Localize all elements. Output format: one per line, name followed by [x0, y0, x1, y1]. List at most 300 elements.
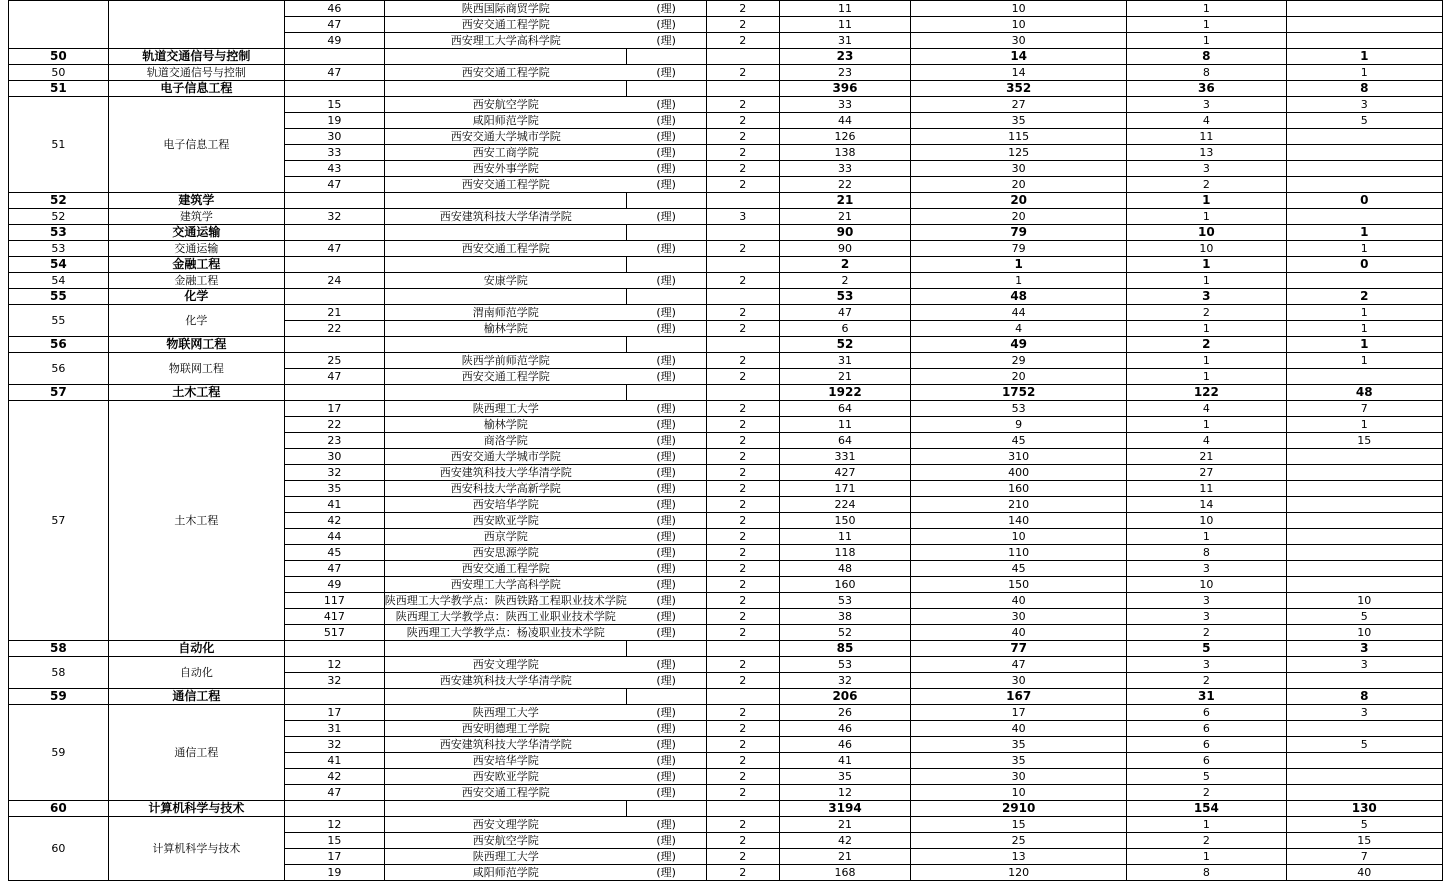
empty-cell — [627, 193, 706, 209]
school-name-cell: 西安交通工程学院 — [384, 177, 627, 193]
plan-special-cell: 2 — [1127, 833, 1286, 849]
plan-total-cell: 6 — [779, 321, 910, 337]
table-row — [9, 241, 1443, 257]
total-cell: 8 — [1286, 689, 1442, 705]
major-id-cell: 56 — [9, 337, 109, 353]
total-cell: 10 — [1127, 225, 1286, 241]
plan-general-cell: 150 — [911, 577, 1127, 593]
plan-general-cell: 40 — [911, 593, 1127, 609]
major-id-cell: 52 — [9, 209, 109, 225]
school-name-cell: 西安培华学院 — [384, 497, 627, 513]
years-cell: 2 — [706, 129, 779, 145]
plan-other-cell: 5 — [1286, 817, 1442, 833]
major-name-cell: 自动化 — [108, 641, 284, 657]
school-code-cell: 47 — [284, 369, 384, 385]
plan-other-cell — [1286, 17, 1442, 33]
school-name-cell: 西安交通大学城市学院 — [384, 449, 627, 465]
plan-general-cell: 160 — [911, 481, 1127, 497]
plan-other-cell — [1286, 369, 1442, 385]
major-id-cell: 50 — [9, 49, 109, 65]
plan-general-cell: 20 — [911, 177, 1127, 193]
category-cell: (理) — [627, 865, 706, 881]
total-cell: 20 — [911, 193, 1127, 209]
school-code-cell: 49 — [284, 33, 384, 49]
category-cell: (理) — [627, 417, 706, 433]
school-name-cell: 渭南师范学院 — [384, 305, 627, 321]
total-cell: 352 — [911, 81, 1127, 97]
plan-general-cell: 30 — [911, 769, 1127, 785]
plan-total-cell: 11 — [779, 17, 910, 33]
plan-total-cell: 331 — [779, 449, 910, 465]
school-name-cell: 榆林学院 — [384, 321, 627, 337]
total-cell: 206 — [779, 689, 910, 705]
plan-total-cell: 427 — [779, 465, 910, 481]
plan-special-cell: 2 — [1127, 177, 1286, 193]
plan-special-cell: 8 — [1127, 865, 1286, 881]
plan-general-cell: 35 — [911, 113, 1127, 129]
plan-other-cell: 15 — [1286, 833, 1442, 849]
empty-cell — [627, 225, 706, 241]
school-name-cell: 西安建筑科技大学华清学院 — [384, 465, 627, 481]
plan-total-cell: 224 — [779, 497, 910, 513]
plan-other-cell — [1286, 545, 1442, 561]
major-id-cell: 53 — [9, 225, 109, 241]
major-id-cell: 55 — [9, 289, 109, 305]
years-cell: 2 — [706, 113, 779, 129]
total-cell: 52 — [779, 337, 910, 353]
total-cell: 90 — [779, 225, 910, 241]
plan-general-cell: 79 — [911, 241, 1127, 257]
category-cell: (理) — [627, 481, 706, 497]
plan-other-cell — [1286, 481, 1442, 497]
total-cell: 3 — [1286, 641, 1442, 657]
school-code-cell: 12 — [284, 657, 384, 673]
plan-total-cell: 42 — [779, 833, 910, 849]
major-name-cell: 金融工程 — [108, 273, 284, 289]
plan-general-cell: 17 — [911, 705, 1127, 721]
major-summary-row — [9, 289, 1443, 305]
plan-total-cell: 44 — [779, 113, 910, 129]
school-code-cell: 31 — [284, 721, 384, 737]
plan-other-cell: 1 — [1286, 305, 1442, 321]
empty-cell — [627, 257, 706, 273]
school-code-cell: 15 — [284, 833, 384, 849]
major-id-cell: 53 — [9, 241, 109, 257]
total-cell: 85 — [779, 641, 910, 657]
empty-cell — [284, 641, 384, 657]
total-cell: 396 — [779, 81, 910, 97]
plan-special-cell: 1 — [1127, 1, 1286, 17]
plan-total-cell: 23 — [779, 65, 910, 81]
plan-general-cell: 35 — [911, 737, 1127, 753]
plan-general-cell: 13 — [911, 849, 1127, 865]
plan-general-cell: 44 — [911, 305, 1127, 321]
plan-other-cell: 1 — [1286, 321, 1442, 337]
plan-other-cell — [1286, 449, 1442, 465]
major-id-cell — [9, 1, 109, 49]
empty-cell — [706, 193, 779, 209]
plan-other-cell: 10 — [1286, 625, 1442, 641]
plan-general-cell: 15 — [911, 817, 1127, 833]
plan-special-cell: 10 — [1127, 241, 1286, 257]
major-id-cell: 59 — [9, 705, 109, 801]
plan-other-cell — [1286, 177, 1442, 193]
school-name-cell: 西安文理学院 — [384, 657, 627, 673]
plan-other-cell: 10 — [1286, 593, 1442, 609]
category-cell: (理) — [627, 753, 706, 769]
major-summary-row — [9, 641, 1443, 657]
empty-cell — [284, 289, 384, 305]
category-cell: (理) — [627, 545, 706, 561]
plan-other-cell — [1286, 161, 1442, 177]
table-row — [9, 401, 1443, 417]
category-cell: (理) — [627, 721, 706, 737]
plan-general-cell: 30 — [911, 673, 1127, 689]
plan-general-cell: 115 — [911, 129, 1127, 145]
years-cell: 2 — [706, 145, 779, 161]
plan-total-cell: 90 — [779, 241, 910, 257]
major-name-cell: 物联网工程 — [108, 337, 284, 353]
years-cell: 2 — [706, 433, 779, 449]
school-name-cell: 西安建筑科技大学华清学院 — [384, 673, 627, 689]
category-cell: (理) — [627, 465, 706, 481]
total-cell: 3194 — [779, 801, 910, 817]
total-cell: 0 — [1286, 257, 1442, 273]
plan-special-cell: 8 — [1127, 545, 1286, 561]
category-cell: (理) — [627, 305, 706, 321]
empty-cell — [706, 225, 779, 241]
major-id-cell: 57 — [9, 385, 109, 401]
plan-special-cell: 1 — [1127, 17, 1286, 33]
table-row — [9, 817, 1443, 833]
plan-other-cell — [1286, 33, 1442, 49]
plan-total-cell: 52 — [779, 625, 910, 641]
plan-total-cell: 46 — [779, 737, 910, 753]
plan-total-cell: 160 — [779, 577, 910, 593]
plan-total-cell: 33 — [779, 161, 910, 177]
total-cell: 0 — [1286, 193, 1442, 209]
years-cell: 2 — [706, 353, 779, 369]
major-id-cell: 58 — [9, 657, 109, 689]
major-name-cell: 建筑学 — [108, 193, 284, 209]
category-cell: (理) — [627, 609, 706, 625]
category-cell: (理) — [627, 705, 706, 721]
school-name-cell: 西安交通大学城市学院 — [384, 129, 627, 145]
plan-general-cell: 40 — [911, 625, 1127, 641]
years-cell: 2 — [706, 417, 779, 433]
major-id-cell: 51 — [9, 81, 109, 97]
years-cell: 2 — [706, 513, 779, 529]
school-name-cell: 西安科技大学高新学院 — [384, 481, 627, 497]
plan-total-cell: 47 — [779, 305, 910, 321]
plan-other-cell: 1 — [1286, 65, 1442, 81]
school-name-cell: 安康学院 — [384, 273, 627, 289]
category-cell: (理) — [627, 529, 706, 545]
plan-total-cell: 31 — [779, 33, 910, 49]
total-cell: 8 — [1127, 49, 1286, 65]
school-name-cell: 西安外事学院 — [384, 161, 627, 177]
school-name-cell: 陕西理工大学教学点：杨凌职业技术学院 — [384, 625, 627, 641]
major-name-cell: 自动化 — [108, 657, 284, 689]
years-cell: 2 — [706, 593, 779, 609]
category-cell: (理) — [627, 513, 706, 529]
total-cell: 2910 — [911, 801, 1127, 817]
plan-general-cell: 29 — [911, 353, 1127, 369]
plan-special-cell: 2 — [1127, 625, 1286, 641]
empty-cell — [384, 225, 627, 241]
school-code-cell: 12 — [284, 817, 384, 833]
plan-general-cell: 14 — [911, 65, 1127, 81]
plan-total-cell: 38 — [779, 609, 910, 625]
major-name-cell: 通信工程 — [108, 705, 284, 801]
table-row — [9, 1, 1443, 17]
school-name-cell: 西安文理学院 — [384, 817, 627, 833]
plan-other-cell — [1286, 721, 1442, 737]
school-name-cell: 榆林学院 — [384, 417, 627, 433]
plan-special-cell: 11 — [1127, 481, 1286, 497]
plan-other-cell — [1286, 513, 1442, 529]
category-cell: (理) — [627, 129, 706, 145]
total-cell: 14 — [911, 49, 1127, 65]
empty-cell — [627, 337, 706, 353]
total-cell: 1 — [1127, 193, 1286, 209]
school-code-cell: 46 — [284, 1, 384, 17]
empty-cell — [384, 193, 627, 209]
plan-special-cell: 6 — [1127, 721, 1286, 737]
major-id-cell: 51 — [9, 97, 109, 193]
school-code-cell: 43 — [284, 161, 384, 177]
empty-cell — [384, 801, 627, 817]
plan-total-cell: 118 — [779, 545, 910, 561]
major-id-cell: 57 — [9, 401, 109, 641]
empty-cell — [284, 225, 384, 241]
major-name-cell: 计算机科学与技术 — [108, 801, 284, 817]
empty-cell — [706, 641, 779, 657]
major-summary-row — [9, 225, 1443, 241]
plan-total-cell: 53 — [779, 657, 910, 673]
school-name-cell: 西安交通工程学院 — [384, 561, 627, 577]
major-name-cell: 建筑学 — [108, 209, 284, 225]
total-cell: 21 — [779, 193, 910, 209]
school-name-cell: 陕西理工大学教学点：陕西工业职业技术学院 — [384, 609, 627, 625]
plan-special-cell: 1 — [1127, 417, 1286, 433]
category-cell: (理) — [627, 433, 706, 449]
school-code-cell: 23 — [284, 433, 384, 449]
major-name-cell: 化学 — [108, 289, 284, 305]
school-name-cell: 陕西理工大学 — [384, 705, 627, 721]
empty-cell — [706, 81, 779, 97]
school-name-cell: 陕西理工大学 — [384, 849, 627, 865]
school-code-cell: 25 — [284, 353, 384, 369]
table-body — [9, 1, 1443, 881]
total-cell: 1 — [1286, 225, 1442, 241]
plan-special-cell: 1 — [1127, 369, 1286, 385]
years-cell: 2 — [706, 577, 779, 593]
years-cell: 2 — [706, 721, 779, 737]
major-name-cell: 电子信息工程 — [108, 81, 284, 97]
plan-general-cell: 45 — [911, 561, 1127, 577]
major-name-cell: 交通运输 — [108, 241, 284, 257]
total-cell: 2 — [779, 257, 910, 273]
table-row — [9, 305, 1443, 321]
major-name-cell — [108, 1, 284, 49]
plan-general-cell: 30 — [911, 33, 1127, 49]
plan-general-cell: 30 — [911, 161, 1127, 177]
years-cell: 2 — [706, 401, 779, 417]
school-code-cell: 47 — [284, 785, 384, 801]
total-cell: 1752 — [911, 385, 1127, 401]
years-cell: 2 — [706, 865, 779, 881]
plan-other-cell: 1 — [1286, 417, 1442, 433]
category-cell: (理) — [627, 449, 706, 465]
major-summary-row — [9, 337, 1443, 353]
plan-other-cell — [1286, 497, 1442, 513]
category-cell: (理) — [627, 209, 706, 225]
empty-cell — [627, 801, 706, 817]
plan-special-cell: 1 — [1127, 209, 1286, 225]
category-cell: (理) — [627, 113, 706, 129]
total-cell: 1922 — [779, 385, 910, 401]
major-id-cell: 52 — [9, 193, 109, 209]
total-cell: 122 — [1127, 385, 1286, 401]
major-name-cell: 通信工程 — [108, 689, 284, 705]
plan-total-cell: 35 — [779, 769, 910, 785]
empty-cell — [706, 801, 779, 817]
plan-general-cell: 27 — [911, 97, 1127, 113]
plan-special-cell: 4 — [1127, 401, 1286, 417]
school-code-cell: 47 — [284, 561, 384, 577]
plan-total-cell: 171 — [779, 481, 910, 497]
plan-other-cell — [1286, 673, 1442, 689]
plan-other-cell — [1286, 1, 1442, 17]
total-cell: 23 — [779, 49, 910, 65]
plan-special-cell: 3 — [1127, 97, 1286, 113]
plan-other-cell: 5 — [1286, 609, 1442, 625]
school-name-cell: 陕西理工大学教学点：陕西铁路工程职业技术学院 — [384, 594, 627, 607]
plan-special-cell: 14 — [1127, 497, 1286, 513]
plan-other-cell: 7 — [1286, 849, 1442, 865]
empty-cell — [706, 289, 779, 305]
plan-special-cell: 11 — [1127, 129, 1286, 145]
plan-total-cell: 138 — [779, 145, 910, 161]
school-name-cell: 西安航空学院 — [384, 97, 627, 113]
plan-special-cell: 1 — [1127, 353, 1286, 369]
empty-cell — [706, 49, 779, 65]
total-cell: 79 — [911, 225, 1127, 241]
empty-cell — [284, 81, 384, 97]
plan-other-cell: 5 — [1286, 737, 1442, 753]
category-cell: (理) — [627, 561, 706, 577]
plan-other-cell — [1286, 577, 1442, 593]
empty-cell — [384, 641, 627, 657]
plan-special-cell: 6 — [1127, 737, 1286, 753]
school-code-cell: 517 — [284, 625, 384, 641]
plan-general-cell: 1 — [911, 273, 1127, 289]
major-name-cell: 土木工程 — [108, 401, 284, 641]
total-cell: 130 — [1286, 801, 1442, 817]
plan-other-cell — [1286, 145, 1442, 161]
category-cell: (理) — [627, 401, 706, 417]
table-row — [9, 97, 1443, 113]
empty-cell — [384, 49, 627, 65]
school-name-cell: 西安理工大学高科学院 — [384, 33, 627, 49]
empty-cell — [384, 289, 627, 305]
major-name-cell: 电子信息工程 — [108, 97, 284, 193]
plan-other-cell — [1286, 561, 1442, 577]
major-name-cell: 化学 — [108, 305, 284, 337]
years-cell: 2 — [706, 833, 779, 849]
years-cell: 2 — [706, 529, 779, 545]
plan-special-cell: 3 — [1127, 657, 1286, 673]
school-code-cell: 32 — [284, 737, 384, 753]
major-summary-row — [9, 689, 1443, 705]
category-cell: (理) — [627, 497, 706, 513]
plan-general-cell: 10 — [911, 17, 1127, 33]
table-row — [9, 353, 1443, 369]
plan-special-cell: 1 — [1127, 321, 1286, 337]
plan-total-cell: 150 — [779, 513, 910, 529]
plan-total-cell: 11 — [779, 417, 910, 433]
major-summary-row — [9, 49, 1443, 65]
plan-other-cell — [1286, 209, 1442, 225]
major-id-cell: 54 — [9, 273, 109, 289]
plan-total-cell: 31 — [779, 353, 910, 369]
plan-other-cell: 7 — [1286, 401, 1442, 417]
empty-cell — [627, 289, 706, 305]
school-code-cell: 117 — [284, 593, 384, 609]
total-cell: 1 — [911, 257, 1127, 273]
major-name-cell: 轨道交通信号与控制 — [108, 65, 284, 81]
plan-general-cell: 45 — [911, 433, 1127, 449]
total-cell: 53 — [779, 289, 910, 305]
years-cell: 2 — [706, 33, 779, 49]
category-cell: (理) — [627, 817, 706, 833]
plan-special-cell: 3 — [1127, 593, 1286, 609]
plan-other-cell: 1 — [1286, 353, 1442, 369]
table-row — [9, 657, 1443, 673]
plan-special-cell: 3 — [1127, 161, 1286, 177]
major-name-cell: 轨道交通信号与控制 — [108, 49, 284, 65]
empty-cell — [627, 689, 706, 705]
category-cell: (理) — [627, 353, 706, 369]
school-code-cell: 32 — [284, 209, 384, 225]
plan-special-cell: 5 — [1127, 769, 1286, 785]
school-code-cell: 30 — [284, 449, 384, 465]
plan-total-cell: 32 — [779, 673, 910, 689]
plan-general-cell: 4 — [911, 321, 1127, 337]
school-name-cell: 西安交通工程学院 — [384, 369, 627, 385]
plan-other-cell: 3 — [1286, 97, 1442, 113]
plan-other-cell: 3 — [1286, 705, 1442, 721]
major-summary-row — [9, 193, 1443, 209]
years-cell: 2 — [706, 705, 779, 721]
major-summary-row — [9, 801, 1443, 817]
school-code-cell: 41 — [284, 753, 384, 769]
table-row — [9, 209, 1443, 225]
plan-total-cell: 46 — [779, 721, 910, 737]
plan-total-cell: 53 — [779, 593, 910, 609]
major-name-cell: 计算机科学与技术 — [108, 817, 284, 881]
empty-cell — [706, 257, 779, 273]
category-cell: (理) — [627, 593, 706, 609]
school-code-cell: 417 — [284, 609, 384, 625]
plan-special-cell: 2 — [1127, 305, 1286, 321]
plan-general-cell: 10 — [911, 529, 1127, 545]
school-code-cell: 21 — [284, 305, 384, 321]
total-cell: 2 — [1286, 289, 1442, 305]
school-code-cell: 33 — [284, 145, 384, 161]
years-cell: 3 — [706, 209, 779, 225]
